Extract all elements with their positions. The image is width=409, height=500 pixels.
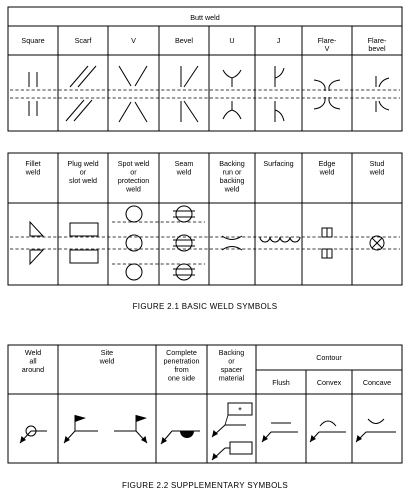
j-butt-symbol: [275, 66, 284, 122]
bevel-butt-symbol: [181, 66, 198, 122]
spot-weld-symbol: [126, 206, 142, 280]
u-butt-symbol: [223, 70, 241, 119]
butt-weld-header-3: V: [131, 36, 136, 45]
fillet-weld-symbol: [30, 222, 43, 264]
site-weld-symbol: [64, 415, 147, 443]
complete-penetration-symbol: [161, 431, 200, 444]
edge-weld-symbol: [322, 228, 332, 258]
basic-weld-table: [8, 153, 402, 285]
contour-title: Contour: [316, 353, 342, 362]
supplementary-headers: [22, 348, 245, 383]
butt-weld-headers: [21, 36, 387, 53]
v-butt-symbol: [119, 66, 147, 122]
supplementary-symbols-table: [8, 345, 402, 463]
plug-weld-symbol: [70, 223, 98, 263]
supplementary-header-1: Weld all around: [21, 348, 45, 374]
basic-weld-header-7: Edge weld: [318, 159, 336, 177]
butt-weld-header-6: J: [276, 36, 281, 45]
concave-contour-symbol: [356, 419, 396, 442]
square-butt-symbol: [29, 72, 37, 116]
figure-2-1-caption: FIGURE 2.1 BASIC WELD SYMBOLS: [132, 302, 278, 311]
backing-spacer-symbol: [212, 403, 252, 460]
basic-weld-header-6: Surfacing: [263, 159, 294, 168]
seam-weld-symbol: [173, 206, 195, 280]
butt-weld-header-1: Square: [21, 36, 45, 45]
supplementary-header-3: Complete penetration from one side: [163, 348, 200, 383]
supplementary-header-4: Backing or spacer material: [218, 348, 245, 383]
figure-2-2-caption: FIGURE 2.2 SUPPLEMENTARY SYMBOLS: [121, 481, 289, 490]
butt-weld-title: Butt weld: [190, 13, 220, 22]
flare-v-butt-symbol: [314, 80, 340, 109]
surfacing-weld-symbol: [260, 237, 300, 242]
contour-header-1: Flush: [272, 378, 290, 387]
contour-header-3: Concave: [362, 378, 392, 387]
basic-weld-header-8: Stud weld: [369, 159, 385, 177]
scarf-butt-symbol: [66, 66, 96, 121]
backing-asterisk: *: [238, 405, 242, 416]
basic-weld-header-2: Plug weld or slot weld: [67, 159, 99, 185]
flush-contour-symbol: [262, 423, 298, 442]
butt-weld-header-4: Bevel: [175, 36, 193, 45]
flare-bevel-butt-symbol: [376, 76, 389, 112]
contour-headers: [272, 378, 391, 387]
backing-weld-symbol: [222, 236, 242, 250]
weld-all-around-symbol: [20, 426, 47, 443]
butt-weld-table: [8, 7, 402, 131]
basic-weld-header-3: Spot weld or protection weld: [117, 159, 150, 194]
basic-weld-header-1: Fillet weld: [25, 159, 41, 177]
stud-weld-symbol: [370, 236, 384, 250]
butt-weld-header-5: U: [229, 36, 235, 45]
contour-header-2: Convex: [316, 378, 342, 387]
butt-weld-header-2: Scarf: [74, 36, 92, 45]
convex-contour-symbol: [310, 421, 346, 442]
butt-weld-header-7: Flare-V: [317, 36, 337, 53]
basic-weld-headers: [25, 159, 385, 194]
butt-weld-header-8: Flare-bevel: [367, 36, 387, 53]
basic-weld-header-5: Backing run or backing weld: [219, 159, 245, 194]
supplementary-header-2: Site weld: [99, 348, 115, 366]
basic-weld-header-4: Seam weld: [174, 159, 194, 177]
